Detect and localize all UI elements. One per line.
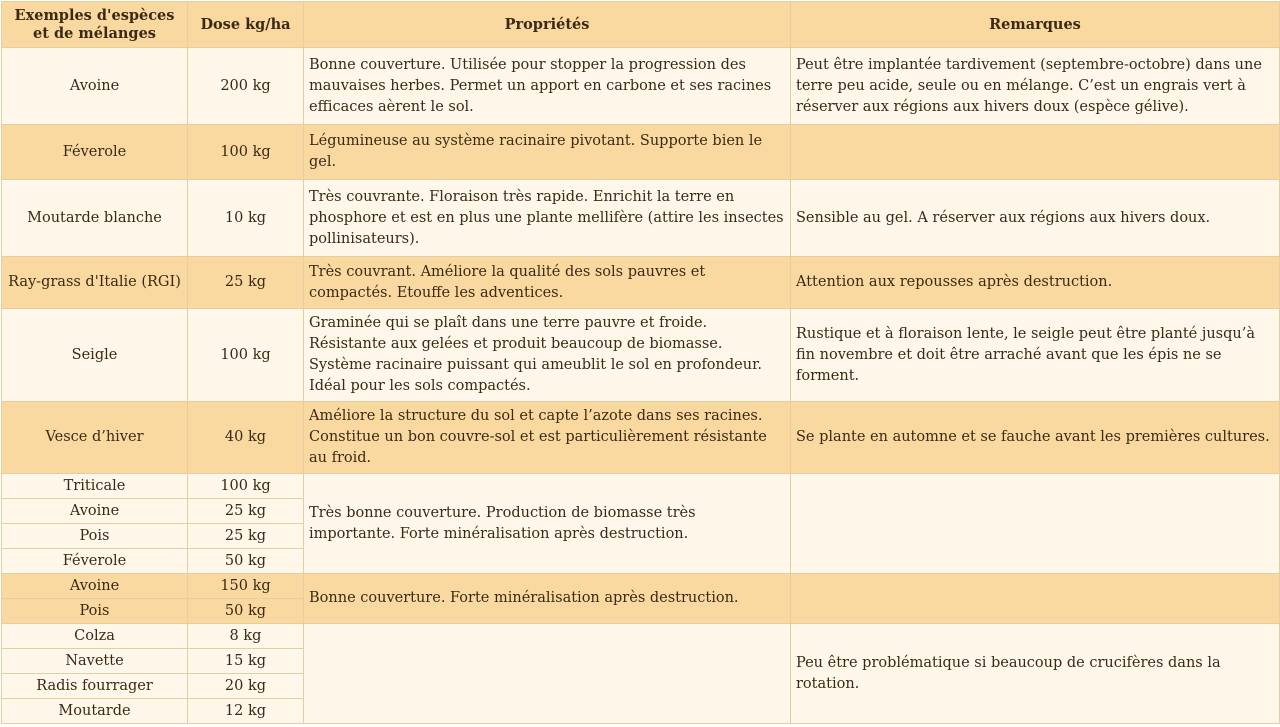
header-dose: Dose kg/ha <box>188 2 304 48</box>
species-properties: Très couvrant. Améliore la qualité des sols pauvres et compactés. Etouffe les adventices. <box>304 257 791 309</box>
species-remarks: Rustique et à floraison lente, le seigle peut être planté jusqu’à fin novembre et doit être arraché avant que les épis ne se forment. <box>791 309 1280 402</box>
header-remarks: Remarques <box>791 2 1280 48</box>
table-row <box>2 257 1280 309</box>
mix-remarks: Peu être problématique si beaucoup de crucifères dans la rotation. <box>791 624 1280 724</box>
table-row <box>2 309 1280 402</box>
mix-species-dose: 20 kg <box>188 674 304 699</box>
table-row <box>2 180 1280 257</box>
species-name: Avoine <box>2 48 188 125</box>
species-name: Moutarde blanche <box>2 180 188 257</box>
mix-properties <box>304 624 791 724</box>
mix-species-name: Moutarde <box>2 699 188 724</box>
species-properties: Bonne couverture. Utilisée pour stopper la progression des mauvaises herbes. Permet un apport en carbone et ses racines efficaces aèrent le sol. <box>304 48 791 125</box>
species-properties: Améliore la structure du sol et capte l’azote dans ses racines. Constitue un bon couvre-sol et est particulièrement résistante au froid. <box>304 402 791 474</box>
mix-species-dose: 100 kg <box>188 474 304 499</box>
header-species: Exemples d'espèces et de mélanges <box>2 2 188 48</box>
species-dose: 100 kg <box>188 309 304 402</box>
species-remarks: Peut être implantée tardivement (septembre-octobre) dans une terre peu acide, seule ou en mélange. C’est un engrais vert à réserver aux régions aux hivers doux (espèce gélive). <box>791 48 1280 125</box>
mix-species-dose: 8 kg <box>188 624 304 649</box>
species-dose: 10 kg <box>188 180 304 257</box>
mix-species-dose: 50 kg <box>188 549 304 574</box>
species-properties: Légumineuse au système racinaire pivotant. Supporte bien le gel. <box>304 125 791 180</box>
mix-species-name: Radis fourrager <box>2 674 188 699</box>
mix-species-name: Navette <box>2 649 188 674</box>
species-name: Féverole <box>2 125 188 180</box>
mix-species-dose: 150 kg <box>188 574 304 599</box>
species-dose: 200 kg <box>188 48 304 125</box>
mix-remarks <box>791 474 1280 574</box>
species-name: Vesce d’hiver <box>2 402 188 474</box>
species-dose: 40 kg <box>188 402 304 474</box>
species-properties: Très couvrante. Floraison très rapide. Enrichit la terre en phosphore et est en plus une plante mellifère (attire les insectes pollinisateurs). <box>304 180 791 257</box>
header-row <box>2 2 1280 48</box>
species-dose: 25 kg <box>188 257 304 309</box>
mix-row <box>2 574 1280 599</box>
species-remarks: Attention aux repousses après destruction. <box>791 257 1280 309</box>
mix-species-name: Féverole <box>2 549 188 574</box>
mix-species-name: Triticale <box>2 474 188 499</box>
table-row <box>2 48 1280 125</box>
mix-species-dose: 50 kg <box>188 599 304 624</box>
species-name: Seigle <box>2 309 188 402</box>
header-properties: Propriétés <box>304 2 791 48</box>
species-dose: 100 kg <box>188 125 304 180</box>
mix-properties: Bonne couverture. Forte minéralisation après destruction. <box>304 574 791 624</box>
mix-row <box>2 474 1280 499</box>
mix-species-name: Pois <box>2 599 188 624</box>
mix-row <box>2 624 1280 649</box>
species-properties: Graminée qui se plaît dans une terre pauvre et froide. Résistante aux gelées et produit beaucoup de biomasse. Système racinaire puissant qui ameublit le sol en profondeur. Idéal pour les sols compactés. <box>304 309 791 402</box>
species-remarks: Sensible au gel. A réserver aux régions aux hivers doux. <box>791 180 1280 257</box>
mix-species-dose: 25 kg <box>188 499 304 524</box>
species-remarks <box>791 125 1280 180</box>
mix-species-name: Avoine <box>2 499 188 524</box>
mix-remarks <box>791 574 1280 624</box>
table-row <box>2 402 1280 474</box>
mix-species-name: Avoine <box>2 574 188 599</box>
mix-species-dose: 12 kg <box>188 699 304 724</box>
mix-species-dose: 25 kg <box>188 524 304 549</box>
mix-species-name: Pois <box>2 524 188 549</box>
mix-species-dose: 15 kg <box>188 649 304 674</box>
mix-species-name: Colza <box>2 624 188 649</box>
green-manure-table <box>1 1 1280 724</box>
species-remarks: Se plante en automne et se fauche avant les premières cultures. <box>791 402 1280 474</box>
table-row <box>2 125 1280 180</box>
mix-properties: Très bonne couverture. Production de biomasse très importante. Forte minéralisation après destruction. <box>304 474 791 574</box>
species-name: Ray-grass d'Italie (RGI) <box>2 257 188 309</box>
